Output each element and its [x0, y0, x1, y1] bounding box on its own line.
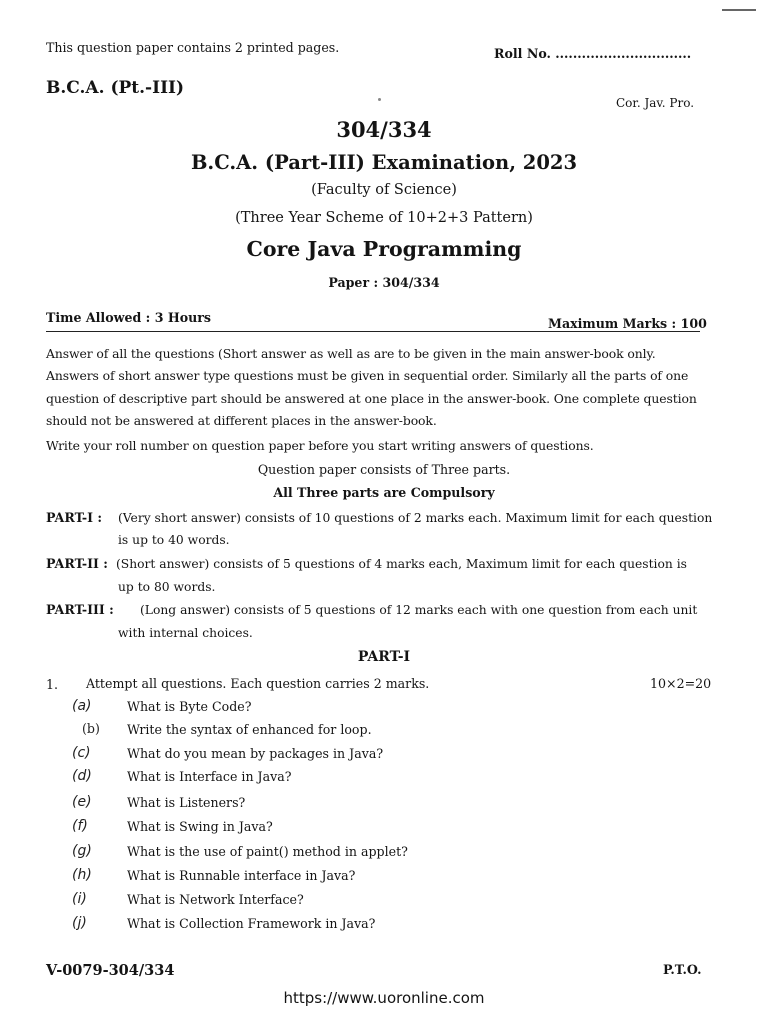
section-heading: PART-I	[357, 649, 411, 665]
part-iii-label: PART-III :	[46, 602, 114, 617]
course-name: B.C.A. (Pt.-III)	[46, 78, 185, 98]
instruction-line: question of descriptive part should be answered at one place in the answer-book. One complete question	[46, 391, 697, 406]
question-label: (a)	[72, 698, 92, 714]
question-label: (d)	[72, 768, 92, 784]
part-i-description: (Very short answer) consists of 10 questions of 2 marks each. Maximum limit for each question	[118, 511, 713, 525]
subject-title: Core Java Programming	[246, 237, 522, 261]
parts-count: Question paper consists of Three parts.	[257, 462, 511, 477]
question-text: What is the use of paint() method in applet?	[127, 844, 408, 859]
question-label: (g)	[72, 843, 92, 859]
part-iii-description: (Long answer) consists of 5 questions of 12 marks each with one question from each unit	[140, 603, 698, 617]
time-allowed: Time Allowed : 3 Hours	[46, 310, 212, 325]
question-label: (e)	[72, 794, 92, 810]
question-label: (c)	[72, 745, 91, 761]
question-text: What is Interface in Java?	[127, 769, 292, 784]
scan-dot	[378, 98, 381, 101]
question-number: 1.	[46, 677, 59, 692]
exam-title: B.C.A. (Part-III) Examination, 2023	[190, 151, 578, 174]
maximum-marks: Maximum Marks : 100	[548, 316, 707, 331]
paper-code: 304/334	[336, 117, 432, 142]
please-turn-over: P.T.O.	[663, 962, 702, 977]
question-text: What do you mean by packages in Java?	[127, 746, 384, 761]
question-text: What is Network Interface?	[127, 892, 304, 907]
faculty: (Faculty of Science)	[311, 182, 457, 198]
divider	[46, 331, 700, 332]
part-ii-description-cont: up to 80 words.	[118, 580, 216, 594]
instruction-line: Answers of short answer type questions must be given in sequential order. Similarly all the parts of one	[46, 368, 689, 383]
paper-number: Paper : 304/334	[328, 275, 440, 290]
question-label: (i)	[72, 891, 87, 907]
compulsory-note: All Three parts are Compulsory	[273, 485, 495, 500]
question-marks: 10×2=20	[650, 676, 712, 691]
question-instruction: Attempt all questions. Each question carries 2 marks.	[86, 676, 430, 691]
part-iii-description-cont: with internal choices.	[118, 626, 253, 640]
scheme: (Three Year Scheme of 10+2+3 Pattern)	[235, 210, 533, 226]
part-i-label: PART-I :	[46, 510, 103, 525]
paper-reference-code: V-0079-304/334	[46, 962, 175, 979]
part-ii-label: PART-II :	[46, 556, 108, 571]
question-label: (b)	[82, 721, 100, 736]
instruction-line: should not be answered at different places in the answer-book.	[46, 413, 437, 428]
roll-number-field: Roll No. ...............................	[494, 46, 692, 61]
website-url: https://www.uoronline.com	[283, 989, 485, 1007]
instruction-line: Write your roll number on question paper before you start writing answers of questions.	[46, 438, 594, 453]
question-label: (h)	[72, 867, 92, 883]
question-text: What is Swing in Java?	[127, 819, 273, 834]
pages-note: This question paper contains 2 printed pages.	[46, 40, 340, 55]
question-text: What is Listeners?	[127, 795, 246, 810]
question-text: What is Runnable interface in Java?	[127, 868, 356, 883]
part-ii-description: (Short answer) consists of 5 questions of 4 marks each, Maximum limit for each question is	[116, 557, 687, 571]
scan-mark	[722, 9, 756, 11]
question-label: (f)	[72, 818, 88, 834]
question-text: What is Collection Framework in Java?	[127, 916, 376, 931]
question-text: What is Byte Code?	[127, 699, 252, 714]
part-i-description-cont: is up to 40 words.	[118, 533, 230, 547]
instruction-line: Answer of all the questions (Short answer as well as are to be given in the main answer-book only.	[46, 346, 656, 361]
question-label: (j)	[72, 915, 87, 931]
question-text: Write the syntax of enhanced for loop.	[127, 722, 372, 737]
subject-abbreviation: Cor. Jav. Pro.	[616, 96, 695, 110]
